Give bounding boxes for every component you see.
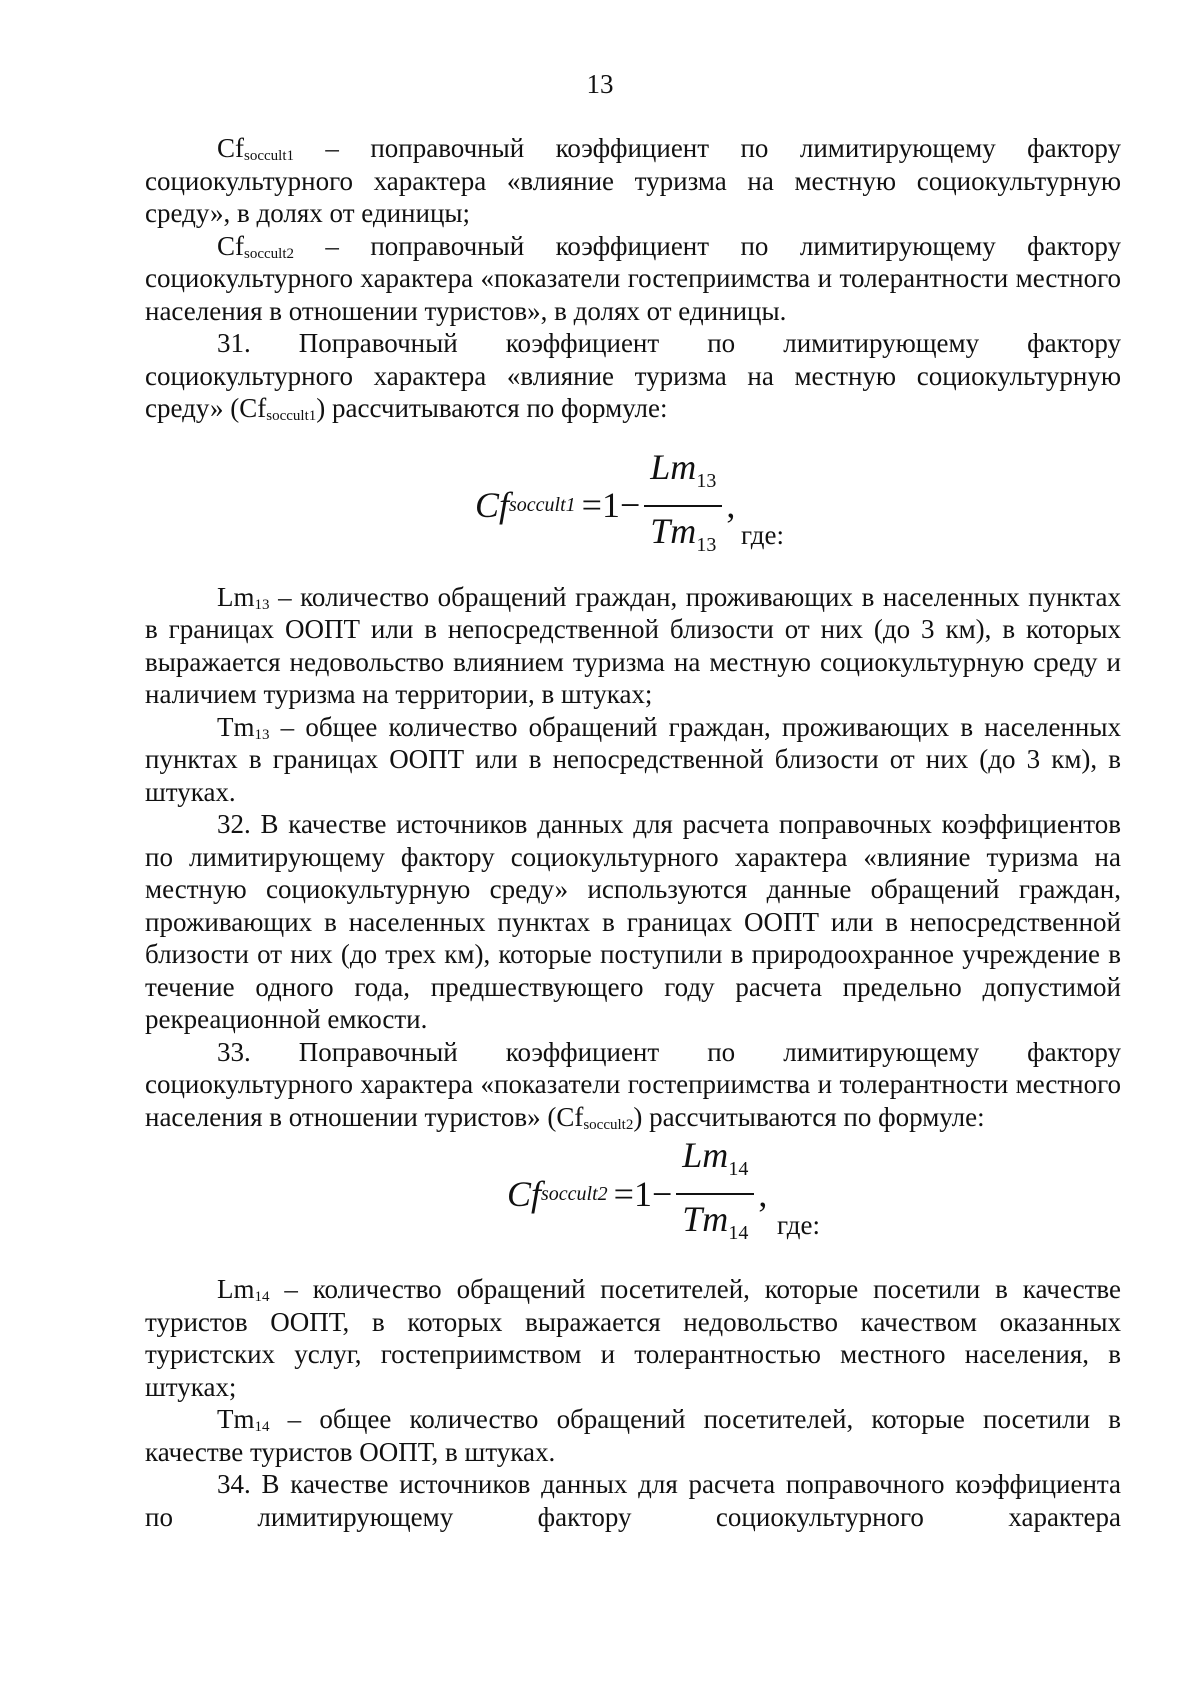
denominator-subscript: 14 [728, 1222, 749, 1244]
term: Cf [217, 133, 244, 163]
paragraph-34: 34. В качестве источников данных для расчета поправочного коэффициента по лимитирующему фактору социокультурного характера [145, 1469, 1121, 1532]
definition-text: – количество обращений граждан, проживающих в населенных пунктах в границах ООПТ или в непосредственной близости от них (до 3 км), в которых выражается недовольство влиянием туризма на местную социокультурную среду и наличием туризма на территории, в штуках; [145, 581, 1121, 709]
definition-text: – количество обращений посетителей, которые посетили в качестве туристов ООПТ, в которых выражается недовольство качеством оказанных туристских услуг, гостеприимством и толерантностью местного населения, в штуках; [145, 1274, 1121, 1402]
numerator-subscript: 13 [696, 469, 717, 492]
where-label: где: [741, 519, 784, 550]
formula-equals: =1− [613, 1173, 673, 1214]
formula-comma: , [758, 1173, 768, 1214]
definition-text: – общее количество обращений посетителей, которые посетили в качестве туристов ООПТ, в штуках. [145, 1404, 1121, 1467]
formula-expression [507, 1135, 767, 1253]
numerator-symbol: Lm [682, 1135, 729, 1175]
formula-numerator [644, 447, 722, 507]
formula-lhs-subscript: soccult1 [509, 494, 576, 517]
term: Tm [217, 1404, 255, 1434]
term: Lm [217, 1274, 255, 1304]
term-subscript: soccult1 [266, 408, 317, 424]
numerator-subscript: 14 [728, 1158, 749, 1180]
paragraph-33 [145, 1036, 1121, 1134]
paragraph-text: ) рассчитываются по формуле: [633, 1101, 985, 1132]
term-subscript: soccult2 [583, 1116, 634, 1133]
term: Cf [217, 230, 244, 261]
formula-expression [475, 447, 735, 565]
paragraph-text: ) рассчитываются по формуле: [316, 393, 668, 423]
paragraph-text: 31. Поправочный коэффициент по лимитирующему фактору социокультурного характера «влияние туризма на местную социокультурную среду» (Cf [145, 328, 1121, 423]
formula-numerator [676, 1135, 754, 1195]
term-subscript: 14 [254, 1289, 270, 1305]
definition-lm13 [145, 581, 1121, 711]
paragraph-32: 32. В качестве источников данных для расчета поправочных коэффициентов по лимитирующему фактору социокультурного характера «влияние туризма на местную социокультурную среду» используются данные обращений граждан, проживающих в населенных пунктах в границах ООПТ или в непосредственной близости от них (до трех км), которые поступили в природоохранное учреждение в течение одного года, предшествующего году расчета предельно допустимой рекреационной емкости. [145, 809, 1121, 1034]
formula-cf-soccult1 [145, 437, 1121, 567]
formula-lhs: Cf [475, 485, 510, 526]
formula-equals: =1− [581, 485, 641, 526]
formula-fraction [676, 1135, 754, 1253]
formula-lhs: Cf [507, 1173, 542, 1214]
formula-fraction [644, 447, 722, 565]
denominator-symbol: Tm [682, 1199, 729, 1239]
formula-comma: , [726, 485, 736, 526]
definition-lm14 [145, 1273, 1121, 1403]
definition-tm13 [145, 711, 1121, 809]
where-label: где: [777, 1210, 820, 1240]
term-subscript: 13 [254, 596, 270, 613]
formula-lhs-subscript: soccult2 [541, 1182, 608, 1205]
term: Lm [217, 581, 255, 612]
paragraph-text: 33. Поправочный коэффициент по лимитирующему фактору социокультурного характера «показатели гостеприимства и толерантности местного населения в отношении туристов» (Cf [145, 1036, 1121, 1132]
document-body [145, 132, 1121, 1533]
definition-cf-soccult1 [145, 132, 1121, 230]
numerator-symbol: Lm [650, 446, 697, 487]
denominator-subscript: 13 [696, 533, 717, 556]
term-subscript: soccult1 [244, 148, 294, 164]
formula-denominator [644, 507, 722, 565]
term-subscript: soccult2 [244, 245, 294, 262]
formula-denominator [676, 1195, 754, 1253]
page-number: 13 [586, 69, 614, 99]
definition-text: – поправочный коэффициент по лимитирующему фактору социокультурного характера «показатели гостеприимства и толерантности местного населения в отношении туристов», в долях от единицы. [145, 230, 1121, 326]
term-subscript: 14 [254, 1419, 270, 1435]
paragraph-31 [145, 327, 1121, 425]
definition-text: – поправочный коэффициент по лимитирующему фактору социокультурного характера «влияние туризма на местную социокультурную среду», в долях от единицы; [145, 133, 1121, 228]
formula-cf-soccult2 [145, 1135, 1121, 1253]
term: Tm [217, 711, 255, 742]
definition-text: – общее количество обращений граждан, проживающих в населенных пунктах в границах ООПТ или в непосредственной близости от них (до 3 км), в штуках. [145, 711, 1121, 807]
definition-cf-soccult2 [145, 230, 1121, 328]
denominator-symbol: Tm [650, 510, 697, 551]
term-subscript: 13 [254, 726, 270, 743]
definition-tm14 [145, 1403, 1121, 1468]
